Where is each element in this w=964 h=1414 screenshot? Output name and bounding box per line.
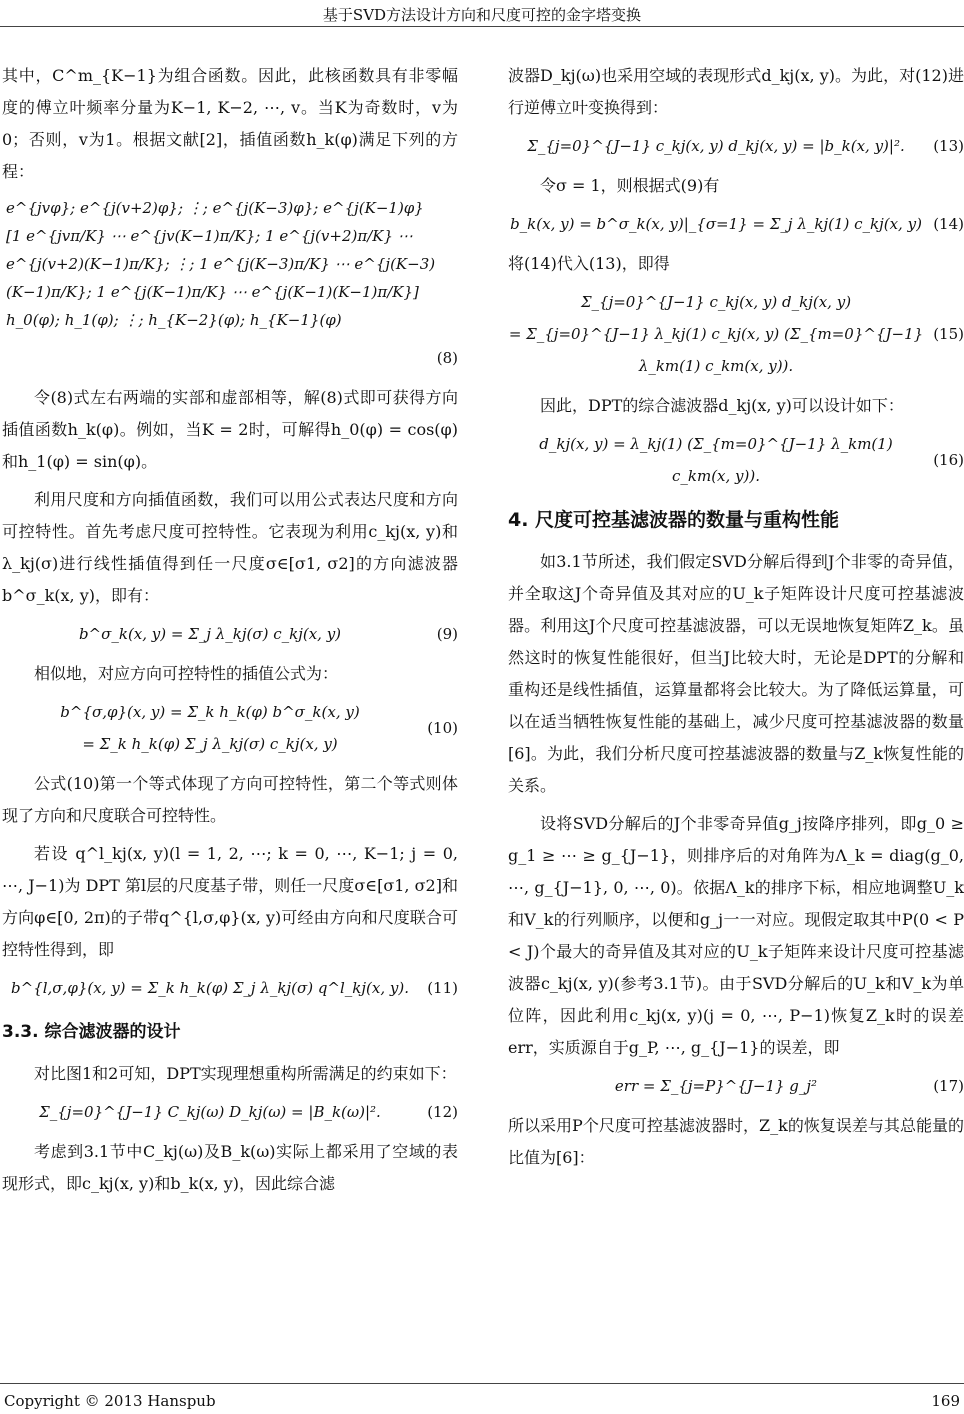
equation-12-number: (12) [427, 1103, 458, 1121]
equation-12 [2, 1096, 458, 1128]
matrix-lhs: e^{jvφ}; e^{j(v+2)φ}; ⋮; e^{j(K−3)φ}; e^{j(K−1)φ} [6, 199, 424, 217]
header-rule [0, 26, 964, 27]
right-paragraph-7: 所以采用P个尺度可控基滤波器时，Z_k的恢复误差与其总能量的比值为[6]： [508, 1116, 964, 1167]
left-column [2, 60, 458, 1206]
equation-13-number: (13) [933, 137, 964, 155]
left-paragraph-4: 相似地，对应方向可控特性的插值公式为： [34, 664, 339, 683]
equation-16-body: d_kj(x, y) = λ_kj(1) (Σ_{m=0}^{J−1} λ_km(1) c_km(x, y)). [539, 435, 893, 485]
left-paragraph-7: 对比图1和2可知，DPT实现理想重构所需满足的约束如下： [34, 1064, 457, 1083]
right-paragraph-4: 因此，DPT的综合滤波器d_kj(x, y)可以设计如下： [540, 396, 904, 415]
equation-12-body: Σ_{j=0}^{J−1} C_kj(ω) D_kj(ω) = |B_k(ω)|². [39, 1103, 381, 1121]
equation-10 [2, 696, 458, 760]
left-paragraph-6: 若设 q^l_kj(x, y)(l = 1, 2, ⋯; k = 0, ⋯, K−1; j = 0, ⋯, J−1)为 DPT 第l层的尺度基子带，则任一尺度σ∈[σ1, σ2]和方向φ∈[0, 2π)的子带q^{l,σ,φ}(x, y)可经由方向和尺度联合可控特性得到，即 [2, 844, 458, 959]
equation-11 [2, 972, 458, 1004]
equation-8-number-row [2, 342, 458, 374]
equation-13-body: Σ_{j=0}^{J−1} c_kj(x, y) d_kj(x, y) = |b_k(x, y)|². [527, 137, 905, 155]
left-paragraph-8: 考虑到3.1节中C_kj(ω)及B_k(ω)实际上都采用了空域的表现形式，即c_kj(x, y)和b_k(x, y)，因此综合滤 [2, 1142, 458, 1193]
right-paragraph-3: 将(14)代入(13)，即得 [508, 254, 670, 273]
equation-9 [2, 618, 458, 650]
equation-8-number: (8) [436, 349, 458, 367]
right-column [508, 60, 964, 1180]
equation-8-matrix [2, 194, 458, 334]
equation-14-body: b_k(x, y) = b^σ_k(x, y)|_{σ=1} = Σ_j λ_kj(1) c_kj(x, y) [510, 215, 922, 233]
equation-10-number: (10) [427, 719, 458, 737]
equation-10-line-a: b^{σ,φ}(x, y) = Σ_k h_k(φ) b^σ_k(x, y) [60, 703, 360, 721]
right-paragraph-5: 如3.1节所述，我们假定SVD分解后得到J个非零的奇异值，并全取这J个奇异值及其对应的U_k子矩阵设计尺度可控基滤波器。利用这J个尺度可控基滤波器，可以无误地恢复矩阵Z_k。虽然这时的恢复性能很好，但当J比较大时，无论是DPT的分解和重构还是线性插值，运算量都将会比较大。为了降低运算量，可以在适当牺牲恢复性能的基础上，减少尺度可控基滤波器的数量[6]。为此，我们分析尺度可控基滤波器的数量与Z_k恢复性能的关系。 [508, 552, 964, 795]
right-paragraph-1: 波器D_kj(ω)也采用空域的表现形式d_kj(x, y)。为此，对(12)进行逆傅立叶变换得到： [508, 66, 964, 117]
right-paragraph-6: 设将SVD分解后的J个非零奇异值g_j按降序排列，即g_0 ≥ g_1 ≥ ⋯ ≥ g_{J−1}，则排序后的对角阵为Λ_k = diag(g_0, ⋯, g_{J−1}, 0, ⋯, 0)。依据Λ_k的排序下标，相应地调整U_k和V_k的行列顺序，以便和g_j一一对应。现假定取其中P(0 < P < J)个最大的奇异值及其对应的U_k子矩阵来设计尺度可控基滤波器c_kj(x, y)(参考3.1节)。由于SVD分解后的U_k和V_k为单位阵，因此利用c_kj(x, y)(j = 0, ⋯, P−1)恢复Z_k时的误差err，实质源自于g_P, ⋯, g_{J−1}的误差，即 [508, 814, 964, 1057]
equation-15-line-a: Σ_{j=0}^{J−1} c_kj(x, y) d_kj(x, y) [580, 293, 852, 311]
left-paragraph-1: 其中，C^m_{K−1}为组合函数。因此，此核函数具有非零幅度的傅立叶频率分量为K−1, K−2, ⋯, v。当K为奇数时，v为0；否则，v为1。根据文献[2]，插值函数h_k(φ)满足下列的方程： [2, 66, 458, 181]
left-paragraph-2: 令(8)式左右两端的实部和虚部相等，解(8)式即可获得方向插值函数h_k(φ)。例如，当K = 2时，可解得h_0(φ) = cos(φ)和h_1(φ) = sin(φ)。 [2, 388, 458, 471]
right-paragraph-2: 令σ = 1，则根据式(9)有 [540, 176, 720, 195]
matrix-mid: [1 e^{jvπ/K} ⋯ e^{jv(K−1)π/K}; 1 e^{j(v+2)π/K} ⋯ e^{j(v+2)(K−1)π/K}; ⋮; 1 e^{j(K−3)π/K} ⋯ e^{j(K−3)(K−1)π/K}; 1 e^{j(K−1)π/K} ⋯ e^{j(K−1)(K−1)π/K}] [6, 227, 436, 301]
equation-9-body: b^σ_k(x, y) = Σ_j λ_kj(σ) c_kj(x, y) [78, 625, 342, 643]
equation-15-number: (15) [933, 325, 964, 343]
equation-15-line-b: = Σ_{j=0}^{J−1} λ_kj(1) c_kj(x, y) (Σ_{m=0}^{J−1} λ_km(1) c_km(x, y)). [508, 325, 924, 375]
equation-17-number: (17) [933, 1077, 964, 1095]
equation-17-body: err = Σ_{j=P}^{J−1} g_j² [614, 1077, 818, 1095]
equation-9-number: (9) [436, 625, 458, 643]
equation-16-number: (16) [933, 451, 964, 469]
equation-10-body [2, 696, 418, 760]
equation-16 [508, 428, 964, 492]
equation-11-body: b^{l,σ,φ}(x, y) = Σ_k h_k(φ) Σ_j λ_kj(σ) q^l_kj(x, y). [11, 979, 409, 997]
equation-15-body [508, 286, 924, 382]
equation-8 [2, 194, 458, 334]
equation-10-line-b: = Σ_k h_k(φ) Σ_j λ_kj(σ) c_kj(x, y) [82, 735, 338, 753]
equation-14 [508, 208, 964, 240]
left-paragraph-3: 利用尺度和方向插值函数，我们可以用公式表达尺度和方向可控特性。首先考虑尺度可控特性。它表现为利用c_kj(x, y)和λ_kj(σ)进行线性插值得到任一尺度σ∈[σ1, σ2]的方向滤波器b^σ_k(x, y)，即有： [2, 490, 458, 605]
equation-11-number: (11) [427, 979, 458, 997]
section-4-heading: 4. 尺度可控基滤波器的数量与重构性能 [508, 509, 840, 531]
section-3-3-heading: 3.3. 综合滤波器的设计 [2, 1022, 181, 1042]
footer-rule [0, 1383, 964, 1384]
equation-15 [508, 286, 964, 382]
page-footer [4, 1392, 960, 1410]
equation-14-number: (14) [933, 215, 964, 233]
running-header: 基于SVD方法设计方向和尺度可控的金字塔变换 [322, 6, 642, 24]
equation-17 [508, 1070, 964, 1102]
copyright-text: Copyright © 2013 Hanspub [4, 1392, 216, 1410]
matrix-rhs: h_0(φ); h_1(φ); ⋮; h_{K−2}(φ); h_{K−1}(φ) [6, 311, 342, 329]
equation-13 [508, 130, 964, 162]
page-number: 169 [931, 1392, 960, 1410]
left-paragraph-5: 公式(10)第一个等式体现了方向可控特性，第二个等式则体现了方向和尺度联合可控特性。 [2, 774, 458, 825]
